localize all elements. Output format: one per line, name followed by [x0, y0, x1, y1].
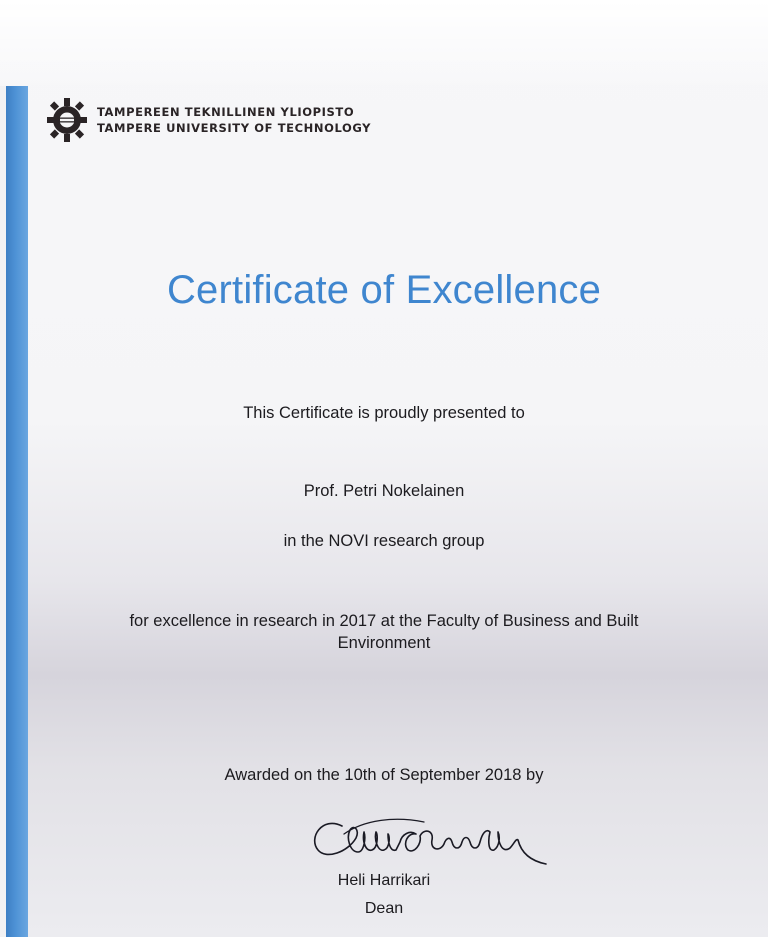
handwritten-signature — [304, 808, 554, 878]
recipient-name: Prof. Petri Nokelainen — [303, 482, 465, 500]
award-reason-line-1: for excellence in research in 2017 at the Faculty of Business and Built — [129, 612, 639, 630]
signatory-role: Dean — [364, 900, 404, 917]
decorative-blue-stripe — [6, 86, 28, 937]
presented-to-line: This Certificate is proudly presented to — [243, 404, 525, 422]
award-reason — [0, 610, 768, 654]
awarded-date-line: Awarded on the 10th of September 2018 by — [224, 766, 544, 784]
signatory-name: Heli Harrikari — [337, 872, 431, 889]
gear-emblem-icon — [47, 98, 87, 142]
university-header — [47, 98, 371, 142]
award-reason-line-2: Environment — [337, 634, 431, 652]
research-group-line: in the NOVI research group — [283, 532, 485, 550]
university-name-english: TAMPERE UNIVERSITY OF TECHNOLOGY — [97, 121, 372, 135]
paper-top-highlight — [0, 0, 768, 90]
certificate-title: Certificate of Excellence — [166, 268, 602, 312]
university-name-finnish: TAMPEREEN TEKNILLINEN YLIOPISTO — [97, 105, 355, 119]
